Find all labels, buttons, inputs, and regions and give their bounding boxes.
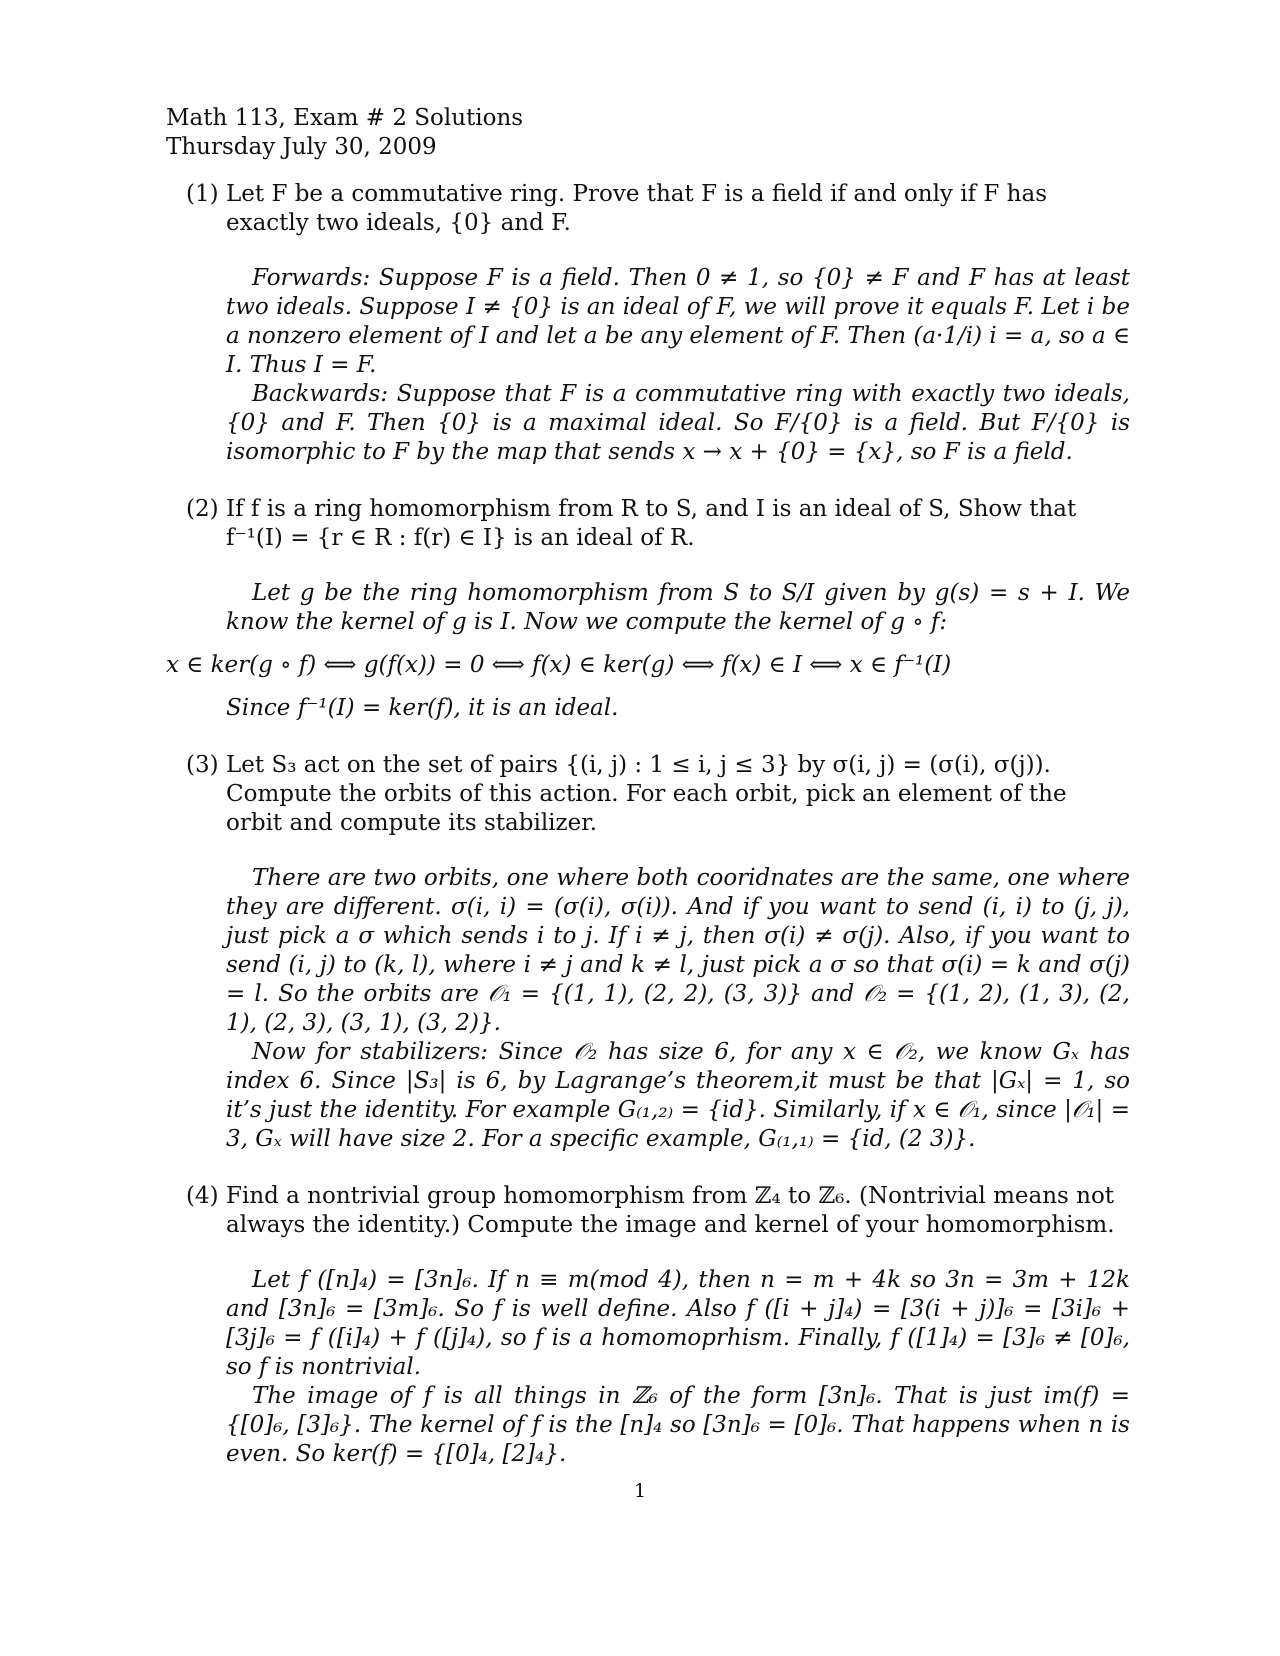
solution-paragraph: Let f ([n]₄) = [3n]₆. If n ≡ m(mod 4), then n = m + 4k so 3n = 3m + 12k and [3n]₆ = [3m]₆. So f is well define. Also f ([i + j]₄) = [3(i + j)]₆ = [3i]₆ + [3j]₆ = f ([i]₄) + f ([j]₄), so f is a homomoprhism. Finally, f ([1]₄) = [3]₆ ≠ [0]₆, so f is nontrivial. [226,1267,1130,1380]
document-page [166,104,1130,1469]
question-text: If f is a ring homomorphism from R to S, and I is an ideal of S, Show that f⁻¹(I) = {r ∈ R : f(r) ∈ I} is an ideal of R. [226,496,1077,551]
document-header [166,104,1130,162]
problem-4-solution [226,1266,1130,1469]
problem-1-question [166,180,1130,238]
problem-3-question [166,751,1130,838]
solution-paragraph: The image of f is all things in ℤ₆ of the form [3n]₆. That is just im(f) = {[0]₆, [3]₆}. The kernel of f is the [n]₄ so [3n]₆ = [0]₆. That happens when n is even. So ker(f) = {[0]₄, [2]₄}. [226,1383,1130,1467]
equivalence-chain: x ∈ ker(g ∘ f) ⟺ g(f(x)) = 0 ⟺ f(x) ∈ ker(g) ⟺ f(x) ∈ I ⟺ x ∈ f⁻¹(I) [166,652,952,678]
question-text: Find a nontrivial group homomorphism from ℤ₄ to ℤ₆. (Nontrivial means not always the identity.) Compute the image and kernel of your homomorphism. [226,1183,1115,1238]
exam-date: Thursday July 30, 2009 [166,134,437,160]
question-text: Let F be a commutative ring. Prove that F is a field if and only if F has exactly two ideals, {0} and F. [226,181,1048,236]
problem-number: (2) [186,496,219,522]
solution-paragraph: Let g be the ring homomorphism from S to S/I given by g(s) = s + I. We know the kernel of g is I. Now we compute the kernel of g ∘ f: [226,580,1130,635]
solution-paragraph: Forwards: Suppose F is a field. Then 0 ≠ 1, so {0} ≠ F and F has at least two ideals. Suppose I ≠ {0} is an ideal of F, we will prove it equals F. Let i be a nonzero element of I and let a be any element of F. Then (a·1/i) i = a, so a ∈ I. Thus I = F. [226,265,1130,378]
problem-2-solution [226,579,1130,637]
problem-2-question [166,495,1130,553]
solution-paragraph: There are two orbits, one where both cooridnates are the same, one where they are different. σ(i, i) = (σ(i), σ(i)). And if you want to send (i, i) to (j, j), just pick a σ which sends i to j. If i ≠ j, then σ(i) ≠ σ(j). Also, if you want to send (i, j) to (k, l), where i ≠ j and k ≠ l, just pick a σ so that σ(i) = k and σ(j) = l. So the orbits are 𝒪₁ = {(1, 1), (2, 2), (3, 3)} and 𝒪₂ = {(1, 2), (1, 3), (2, 1), (2, 3), (3, 1), (3, 2)}. [226,865,1130,1036]
exam-title: Math 113, Exam # 2 Solutions [166,105,524,131]
problem-4-question [166,1182,1130,1240]
problem-1-solution [226,264,1130,467]
problem-number: (4) [186,1183,219,1209]
problem-number: (3) [186,752,219,778]
page-number: 1 [633,1480,647,1502]
question-text: Let S₃ act on the set of pairs {(i, j) : 1 ≤ i, j ≤ 3} by σ(i, j) = (σ(i), σ(j)). Compute the orbits of this action. For each orbit, pick an element of the orbit and compute its stabilizer. [226,752,1067,836]
solution-paragraph: Now for stabilizers: Since 𝒪₂ has size 6, for any x ∈ 𝒪₂, we know Gₓ has index 6. Since |S₃| is 6, by Lagrange’s theorem,it must be that |Gₓ| = 1, so it’s just the identity. For example G₍₁,₂₎ = {id}. Similarly, if x ∈ 𝒪₁, since |𝒪₁| = 3, Gₓ will have size 2. For a specific example, G₍₁,₁₎ = {id, (2 3)}. [226,1039,1130,1152]
problem-3-solution [226,864,1130,1154]
problem-number: (1) [186,181,219,207]
solution-paragraph: Backwards: Suppose that F is a commutative ring with exactly two ideals, {0} and F. Then {0} is a maximal ideal. So F/{0} is a field. But F/{0} is isomorphic to F by the map that sends x → x + {0} = {x}, so F is a field. [226,381,1130,465]
solution-conclusion: Since f⁻¹(I) = ker(f), it is an ideal. [226,695,619,721]
